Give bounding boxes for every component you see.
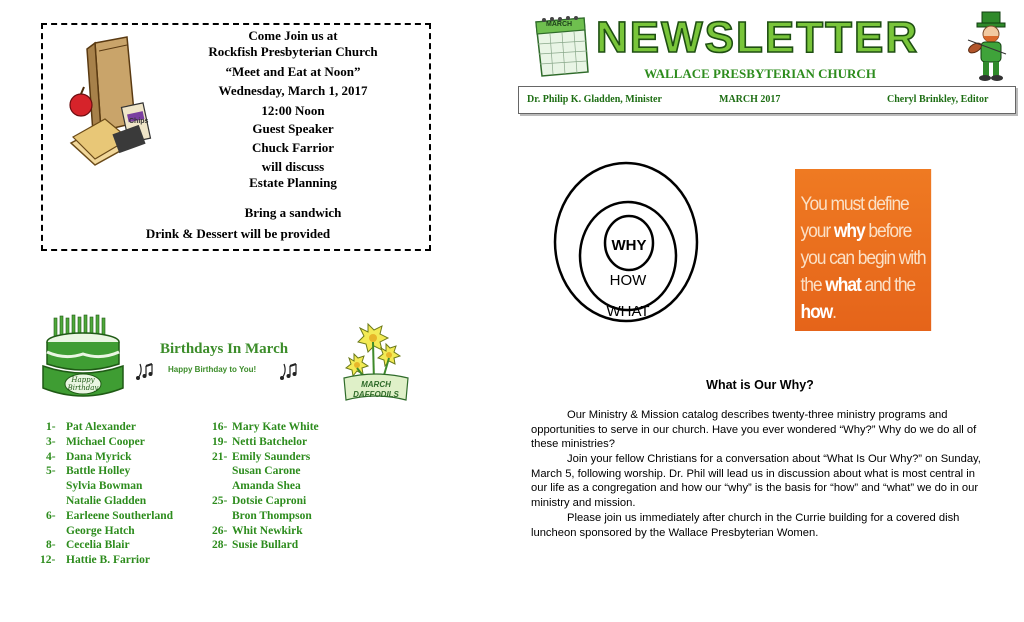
birthday-list-item [46,420,136,435]
birthday-list-item [46,479,142,494]
middle-circle [580,202,676,310]
birthday-date: 12- [40,554,56,567]
church-name: WALLACE PRESBYTERIAN CHURCH [644,66,876,81]
event-line-church: Rockfish Presbyterian Church [208,44,378,59]
lunch-bag-icon [65,33,153,173]
minister-name: Dr. Philip K. Gladden, Minister [527,94,662,105]
birthday-list-item [212,420,319,435]
why-quote-part-4: begin with the [800,248,926,296]
birthday-date: 21- [212,450,228,463]
birthday-date: 19- [212,435,228,448]
birthday-list-item [212,538,298,553]
birthday-list-item [46,538,130,553]
how-label: HOW [609,272,647,289]
birthday-date: 6- [46,509,56,522]
birthday-name: Dotsie Caproni [232,495,307,507]
birthday-name: George Hatch [66,524,135,537]
birthday-name: Hattie B. Farrior [66,554,150,567]
event-line-date: Wednesday, March 1, 2017 [218,83,368,98]
why-quote-part-5: what [825,275,861,296]
birthday-list-item [212,464,301,479]
birthdays-title: Birthdays In March [160,341,289,357]
event-line-come-join: Come Join us at [248,28,338,43]
birthday-name: Whit Newkirk [232,524,303,537]
birthday-date: 1- [46,421,56,433]
daffodils-icon [340,320,412,404]
birthday-name: Amanda Shea [232,480,301,493]
birthday-name: Cecelia Blair [66,539,130,552]
what-label: WHAT [606,303,650,320]
birthday-date: 26- [212,524,228,537]
birthdays-subtitle: Happy Birthday to You! [168,365,257,374]
event-line-topic: Estate Planning [249,175,337,190]
daffodil-label-march: MARCH [361,380,391,389]
cake-label-happy: Happy [71,376,95,384]
editor-name: Cheryl Brinkley, Editor [887,94,989,105]
article-paragraph-1: Our Ministry & Mission catalog describes twenty-three ministry programs and opportunities to serve in our church. Have you ever wondered “Why?” Why do we do all of these ministries? [531,409,977,451]
birthday-list-item [212,509,312,524]
birthday-cake-icon [40,312,130,402]
birthday-date: 25- [212,495,228,507]
why-quote-box [795,169,931,331]
bag-label: Chips [129,118,149,125]
cake-label-birthday: Birthday [67,384,99,392]
article-title: What is Our Why? [706,378,814,392]
birthday-list-item [212,479,301,494]
event-line-guest-speaker: Guest Speaker [252,121,334,136]
birthday-name: Susan Carone [232,465,301,478]
music-notes-icon-left [134,360,156,382]
birthday-name: Emily Saunders [232,450,311,463]
why-how-what-circles-diagram [552,158,702,328]
birthday-name: Susie Bullard [232,539,299,552]
birthday-list-item [46,450,131,465]
event-line-tagline: “Meet and Eat at Noon” [225,64,361,79]
birthday-date: 16- [212,421,228,433]
birthday-list-item [46,524,135,539]
birthdays-column-1 [40,420,216,570]
birthday-date: 3- [46,435,56,448]
birthday-date: 28- [212,539,228,552]
why-label: WHY [611,237,647,254]
event-announcement-box [41,23,431,251]
issue-month: MARCH 2017 [719,94,781,105]
birthday-name: Natalie Gladden [66,495,147,507]
birthday-name: Michael Cooper [66,435,145,448]
birthday-name: Earleene Southerland [66,509,174,522]
birthday-name: Battle Holley [66,465,131,478]
birthday-list-item [46,464,130,479]
birthday-date: 4- [46,450,56,463]
birthday-list-item [46,435,145,450]
birthday-date: 5- [46,465,56,478]
birthday-name: Bron Thompson [232,509,312,522]
why-quote-part-7: how [800,302,833,323]
birthday-list-item [212,450,310,465]
birthday-name: Sylvia Bowman [66,480,143,493]
birthday-name: Pat Alexander [66,421,136,433]
music-notes-icon-right [278,360,300,382]
daffodil-label-daffodils: DAFFODILS [353,390,399,399]
newsletter-info-bar [518,86,1016,114]
calendar-label: MARCH [546,21,573,28]
birthday-list-item [46,494,146,509]
birthdays-column-2 [212,420,362,560]
event-line-bring: Bring a sandwich [244,205,342,220]
birthday-name: Dana Myrick [66,450,132,463]
birthday-list-item [40,553,150,568]
event-line-time: 12:00 Noon [261,103,325,118]
event-line-will-discuss: will discuss [261,159,325,174]
event-line-speaker-name: Chuck Farrior [252,140,334,155]
article-paragraph-2: Join your fellow Christians for a conversation about “What Is Our Why?” on Sunday, March 5, following worship. Dr. Phil will lead us in discussion about what is most central in our life as a congregation and how our “why” is the basis for “how” and “what” we do in our ministry and mission. [531,453,981,509]
birthday-date: 8- [46,539,56,552]
why-quote-part-1: You must define your [800,194,909,242]
birthday-list-item [46,509,173,524]
birthday-list-item [212,524,303,539]
why-quote-part-8: . [832,302,836,323]
newsletter-title: NEWSLETTER [596,13,920,62]
article-paragraph-3: Please join us immediately after church in the Currie building for a covered dish luncheon sponsored by the Wallace Presbyterian Women. [531,512,960,539]
birthday-name: Mary Kate White [232,421,319,433]
birthday-name: Netti Batchelor [232,435,308,448]
why-quote-part-3: before you can [800,221,912,269]
birthday-list-item [212,435,307,450]
event-line-provided: Drink & Dessert will be provided [145,226,331,241]
why-quote-part-2: why [833,221,865,242]
why-quote-part-6: and the [864,275,916,296]
birthday-list-item [212,494,306,509]
